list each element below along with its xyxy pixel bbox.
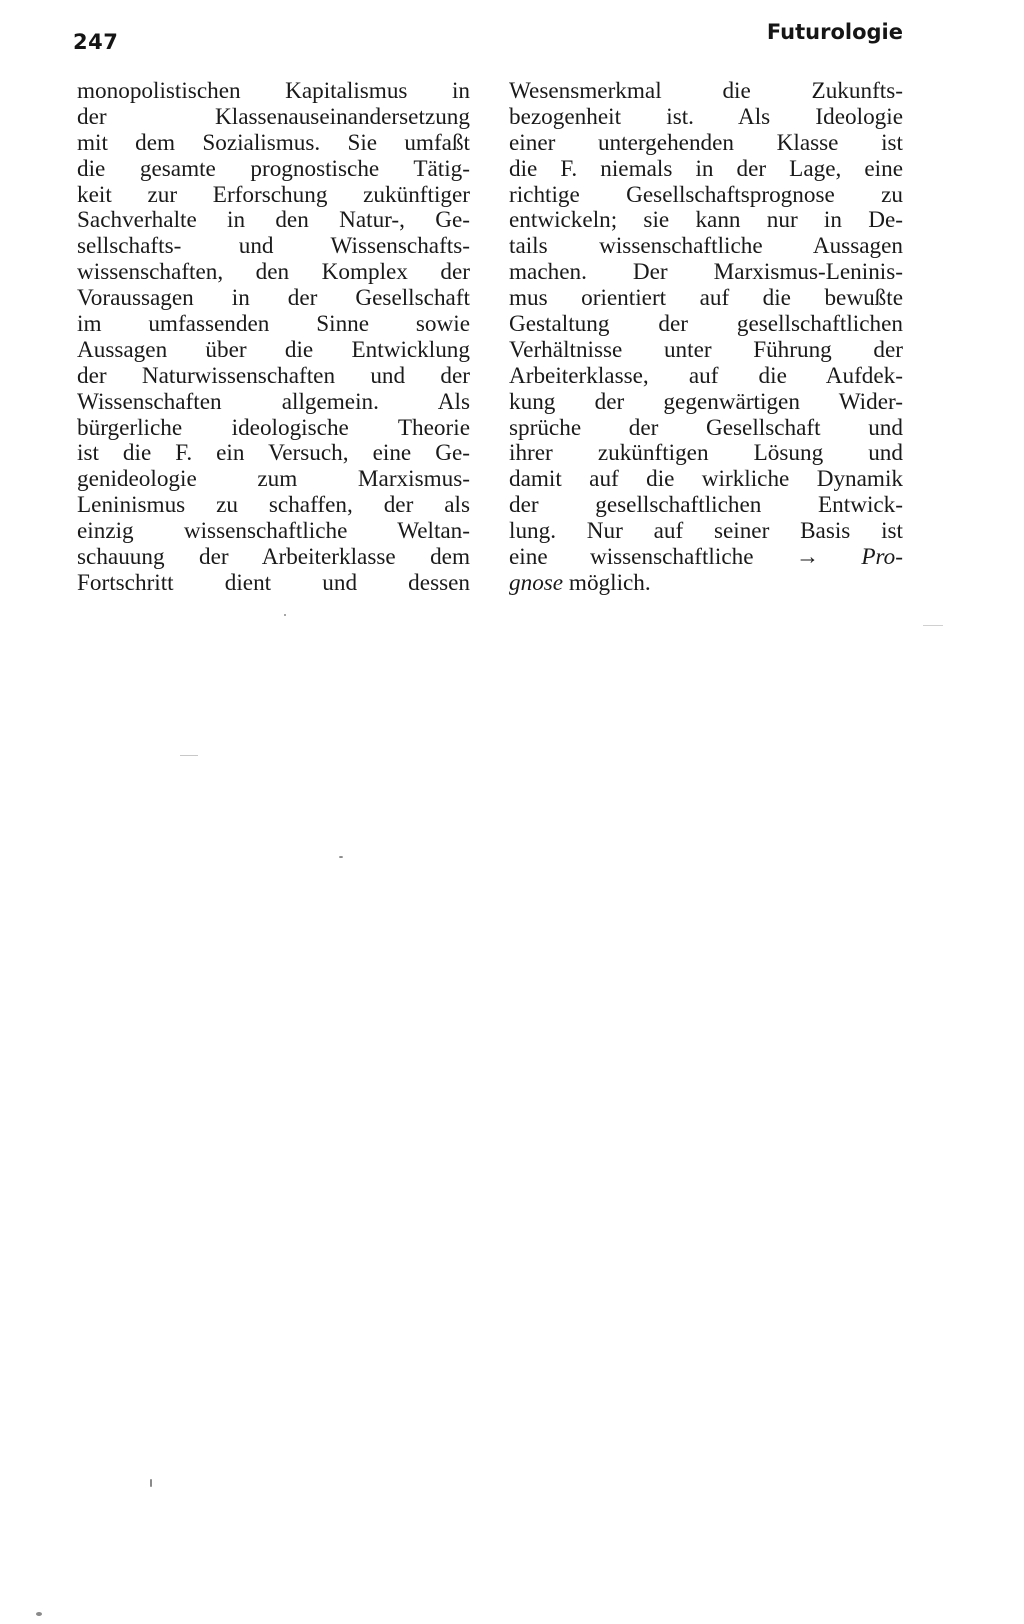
line-text: möglich. — [563, 569, 651, 596]
text-line: keit zur Erforschung zukünftiger — [77, 181, 470, 208]
text-column-left — [77, 79, 470, 597]
text-line: Verhältnisse unter Führung der — [509, 336, 903, 363]
text-line: schauung der Arbeiterklasse dem — [77, 544, 470, 571]
text-line: bürgerliche ideologische Theorie — [77, 414, 470, 441]
text-line: lung. Nur auf seiner Basis ist — [509, 518, 903, 545]
text-line: kung der gegenwärtigen Wider- — [509, 388, 903, 415]
page-number: 247 — [73, 30, 119, 54]
text-line: der gesellschaftlichen Entwick- — [509, 492, 903, 519]
line-text: eine wissenschaftliche → — [509, 544, 862, 571]
scan-speck — [339, 856, 343, 858]
text-line: die gesamte prognostische Tätig- — [77, 155, 470, 182]
text-line: im umfassenden Sinne sowie — [77, 311, 470, 338]
text-column-right — [509, 79, 903, 597]
text-line: die F. niemals in der Lage, eine — [509, 155, 903, 182]
text-line: Gestaltung der gesellschaftlichen — [509, 311, 903, 338]
text-line: damit auf die wirkliche Dynamik — [509, 466, 903, 493]
running-head: Futurologie — [766, 20, 903, 44]
text-line: Fortschritt dient und dessen — [77, 569, 470, 596]
scan-speck — [923, 625, 943, 626]
cross-reference-term-end: gnose — [509, 569, 564, 596]
text-line-with-cross-reference — [509, 545, 903, 571]
text-line-last — [509, 571, 903, 597]
text-line: der Klassenauseinandersetzung — [77, 103, 470, 130]
text-line: Voraussagen in der Gesellschaft — [77, 285, 470, 312]
cross-reference-term-start: Pro- — [861, 544, 903, 571]
text-line: Aussagen über die Entwicklung — [77, 336, 470, 363]
text-line: monopolistischen Kapitalismus in — [77, 78, 470, 104]
text-line: Wesensmerkmal die Zukunfts- — [509, 78, 903, 104]
text-line: mit dem Sozialismus. Sie umfaßt — [77, 129, 470, 156]
text-line: Leninismus zu schaffen, der als — [77, 492, 470, 519]
text-line: Arbeiterklasse, auf die Aufdek- — [509, 362, 903, 389]
scan-speck — [284, 614, 286, 616]
text-line: genideologie zum Marxismus- — [77, 466, 470, 493]
scan-speck — [150, 1479, 152, 1487]
text-line: bezogenheit ist. Als Ideologie — [509, 103, 903, 130]
text-line: einzig wissenschaftliche Weltan- — [77, 518, 470, 545]
text-line: tails wissenschaftliche Aussagen — [509, 233, 903, 260]
text-line: machen. Der Marxismus-Leninis- — [509, 259, 903, 286]
text-line: ist die F. ein Versuch, eine Ge- — [77, 440, 470, 467]
text-line: einer untergehenden Klasse ist — [509, 129, 903, 156]
text-line: sprüche der Gesellschaft und — [509, 414, 903, 441]
scan-speck — [36, 1612, 42, 1616]
text-line: Wissenschaften allgemein. Als — [77, 388, 470, 415]
text-line: Sachverhalte in den Natur-, Ge- — [77, 207, 470, 234]
text-line: ihrer zukünftigen Lösung und — [509, 440, 903, 467]
text-line: wissenschaften, den Komplex der — [77, 259, 470, 286]
text-line: entwickeln; sie kann nur in De- — [509, 207, 903, 234]
text-line: richtige Gesellschaftsprognose zu — [509, 181, 903, 208]
text-line: sellschafts- und Wissenschafts- — [77, 233, 470, 260]
text-line: der Naturwissenschaften und der — [77, 362, 470, 389]
scan-speck — [180, 755, 198, 756]
text-line: mus orientiert auf die bewußte — [509, 285, 903, 312]
